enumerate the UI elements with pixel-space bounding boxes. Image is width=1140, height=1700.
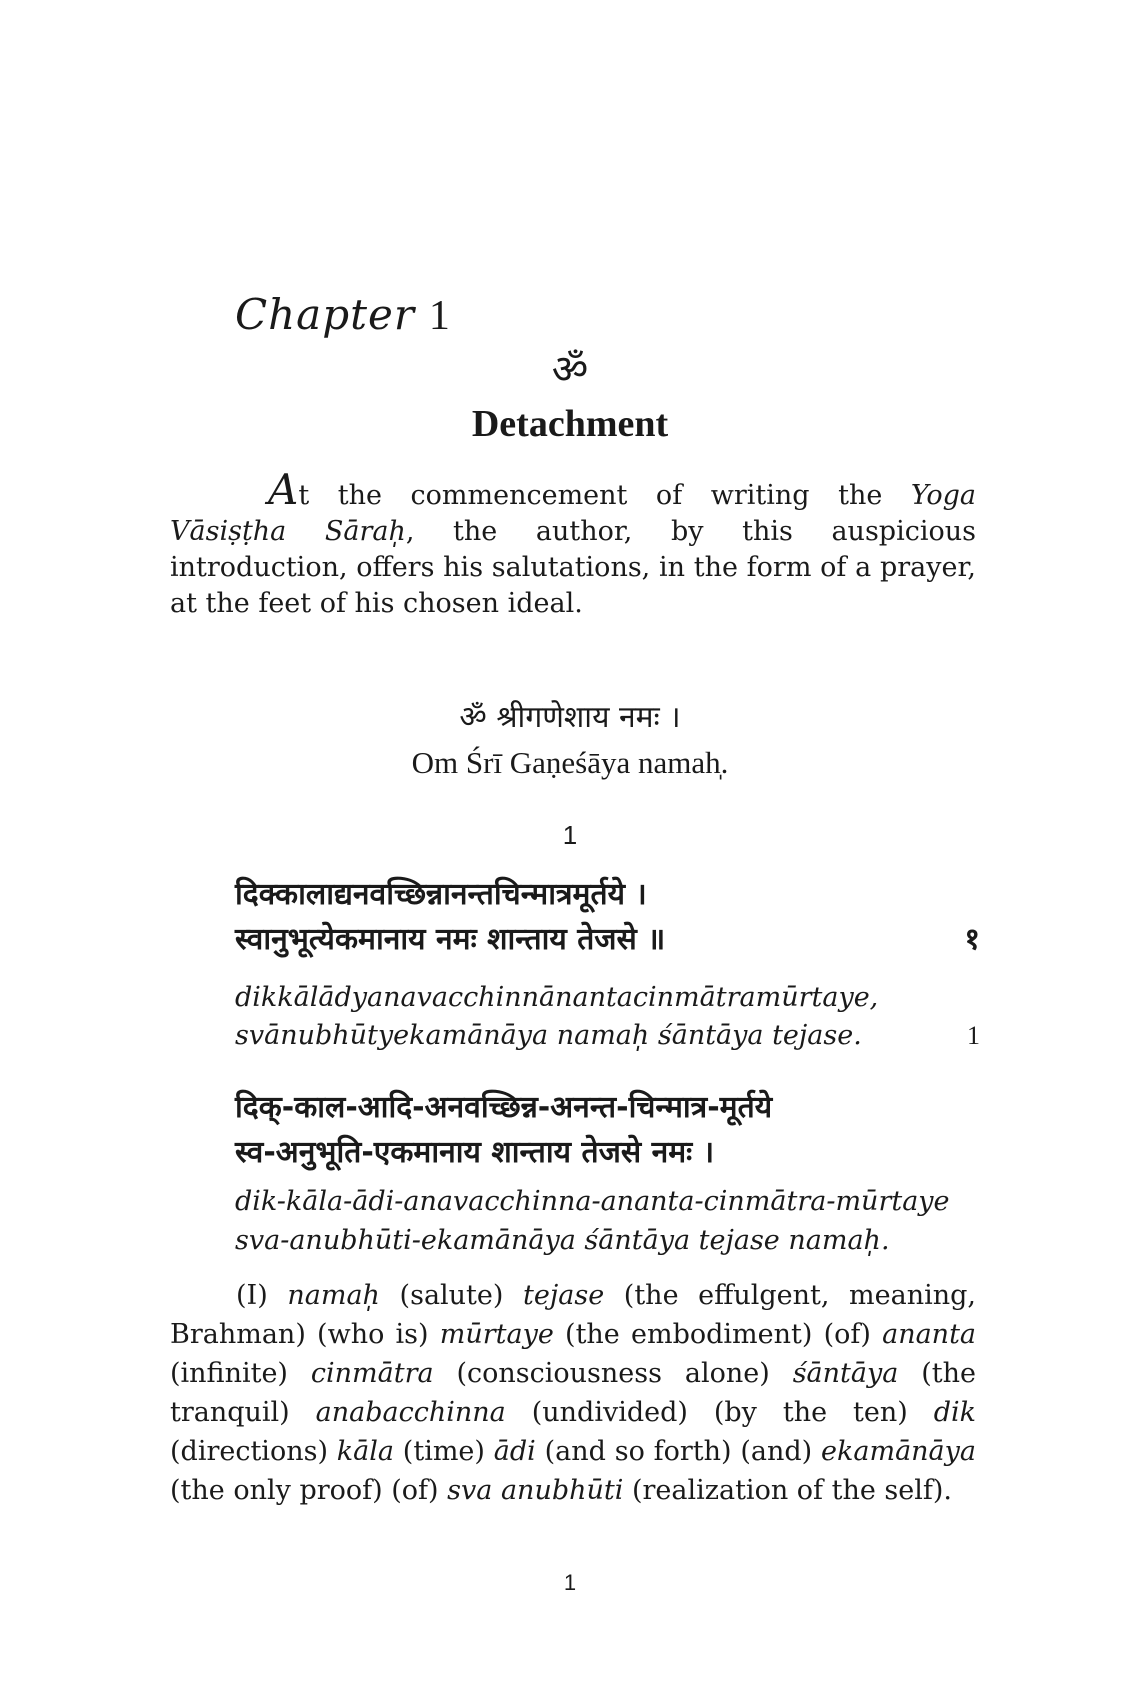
chapter-heading bbox=[235, 290, 451, 340]
split-devanagari-line-1: दिक्-काल-आदि-अनवच्छिन्न-अनन्त-चिन्मात्र-मूर्तये bbox=[235, 1090, 773, 1125]
invocation-transliteration: Om Śrī Gaṇeśāya namah̩. bbox=[411, 745, 729, 780]
verse-number: 1 bbox=[562, 820, 578, 850]
gloss-term: kāla bbox=[336, 1436, 394, 1467]
verse-devanagari-line-1: दिक्कालाद्यनवच्छिन्नानन्तचिन्मात्रमूर्तये । bbox=[235, 877, 647, 912]
split-transliteration-line-1: dik-kāla-ādi-anavacchinna-ananta-cinmātra-mūrtaye bbox=[235, 1186, 950, 1217]
chapter-number: 1 bbox=[428, 293, 451, 339]
split-devanagari-line-2: स्व-अनुभूति-एकमानाय शान्ताय तेजसे नमः । bbox=[235, 1135, 715, 1170]
gloss-text: (undivided) (by the ten) bbox=[505, 1397, 934, 1428]
gloss-text: (the effulgent, meaning, Brahman) (who is) bbox=[170, 1280, 976, 1350]
intro-paragraph bbox=[170, 465, 976, 622]
gloss-term: cinmātra bbox=[310, 1358, 434, 1389]
gloss-term: ādi bbox=[493, 1436, 536, 1467]
gloss-text: (the tranquil) bbox=[170, 1358, 976, 1428]
verse-transliteration-line-2: svānubhūtyekamānāya namah̩ śāntāya tejase. bbox=[235, 1020, 862, 1051]
gloss-text: (the only proof) (of) bbox=[170, 1475, 448, 1506]
gloss-term: tejase bbox=[523, 1280, 605, 1311]
gloss-term: ekamānāya bbox=[821, 1436, 977, 1467]
intro-dropcap: A bbox=[268, 465, 299, 514]
gloss-text: (directions) bbox=[170, 1436, 337, 1467]
gloss-term: śāntāya bbox=[792, 1358, 899, 1389]
word-gloss-paragraph bbox=[170, 1276, 976, 1510]
verse-transliteration-number: 1 bbox=[967, 1021, 980, 1050]
gloss-text: (realization of the self). bbox=[623, 1475, 953, 1506]
gloss-term: mūrtaye bbox=[439, 1319, 554, 1350]
gloss-term: sva anubhūti bbox=[447, 1475, 624, 1506]
page-title: Detachment bbox=[471, 403, 669, 445]
gloss-text: (time) bbox=[394, 1436, 494, 1467]
gloss-term: dik bbox=[933, 1397, 976, 1428]
gloss-text: (I) bbox=[236, 1280, 288, 1311]
gloss-text: (salute) bbox=[379, 1280, 524, 1311]
gloss-text: (the embodiment) (of) bbox=[553, 1319, 883, 1350]
invocation-devanagari: ॐ श्रीगणेशाय नमः । bbox=[459, 700, 681, 735]
gloss-text: (infinite) bbox=[170, 1358, 311, 1389]
chapter-label: Chapter bbox=[235, 290, 415, 339]
verse-devanagari-line-2: स्वानुभूत्येकमानाय नमः शान्ताय तेजसे ॥ bbox=[235, 922, 666, 957]
intro-book-title: Yoga Vāsiṣṭha Sārah̩ bbox=[170, 480, 976, 547]
gloss-term: ananta bbox=[882, 1319, 977, 1350]
split-transliteration-line-2: sva-anubhūti-ekamānāya śāntāya tejase namah̩. bbox=[235, 1225, 890, 1256]
om-symbol: ॐ bbox=[551, 347, 589, 393]
verse-devanagari-number: १ bbox=[964, 922, 980, 957]
page-number: 1 bbox=[563, 1570, 577, 1595]
gloss-term: anabacchinna bbox=[315, 1397, 506, 1428]
gloss-text: (consciousness alone) bbox=[433, 1358, 793, 1389]
gloss-term: namah̩ bbox=[287, 1280, 380, 1311]
verse-transliteration-line-1: dikkālādyanavacchinnānantacinmātramūrtaye, bbox=[235, 982, 879, 1013]
gloss-text: (and so forth) (and) bbox=[535, 1436, 822, 1467]
intro-text-2: , the author, by this auspicious introduction, offers his salutations, in the form of a prayer, at the feet of his chosen ideal. bbox=[170, 516, 976, 619]
intro-text-1: t the commencement of writing the bbox=[298, 480, 911, 511]
